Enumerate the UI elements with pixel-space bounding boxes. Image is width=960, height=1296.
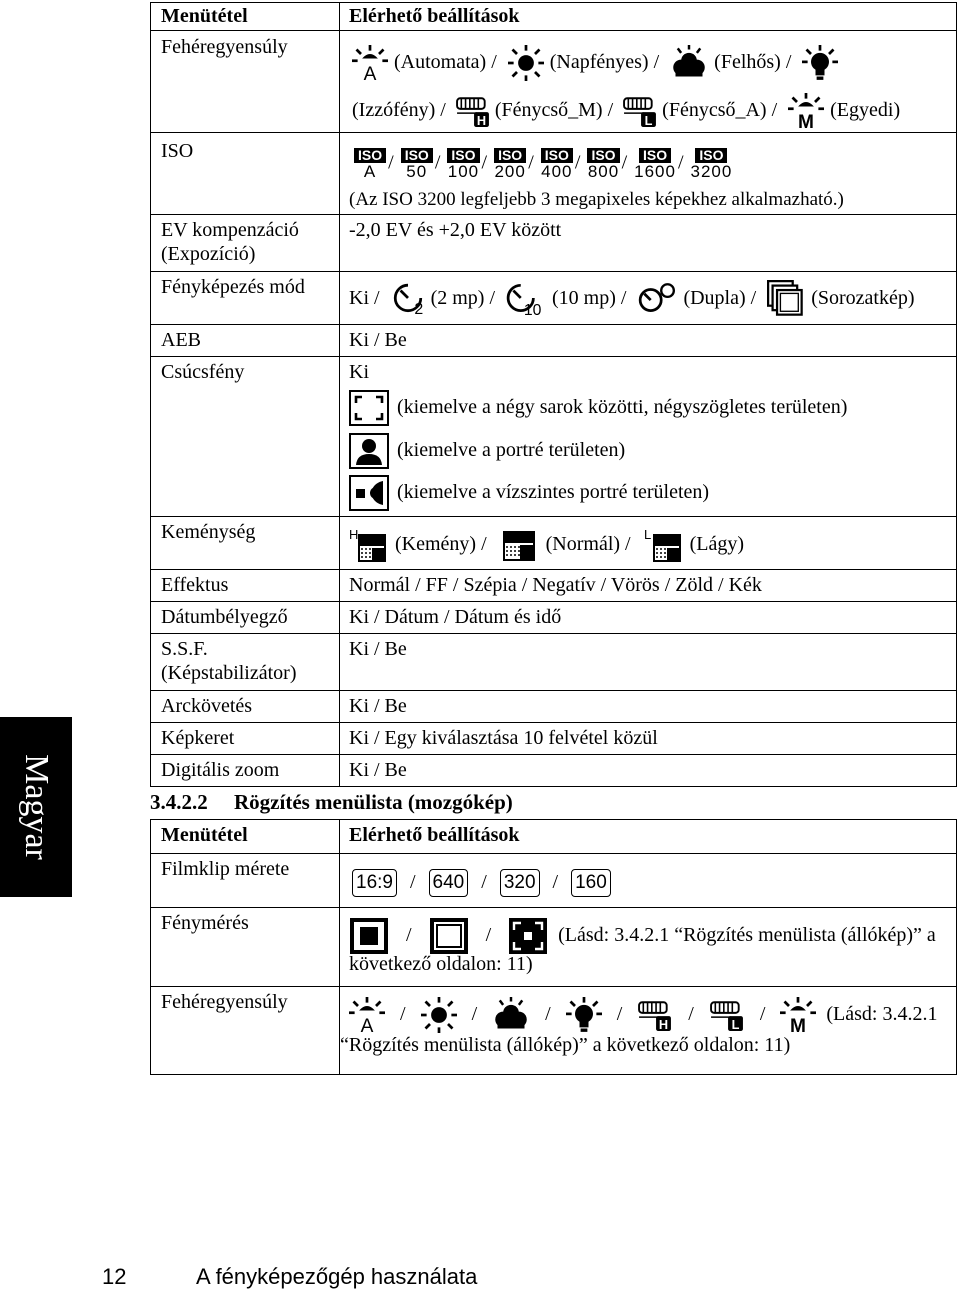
wb-sunny-icon (421, 997, 457, 1033)
highlight-rectangle-icon (349, 390, 389, 426)
frame-value: Ki / Egy kiválasztása 10 felvétel közül (349, 727, 658, 749)
table-row-metering: Fénymérés / / (Lásd: 3.4.2.1 “Rögzítés menülista (állókép)” a következő oldalon: 11) (151, 908, 957, 987)
row-label: Arckövetés (161, 695, 253, 717)
page-number: 12 (102, 1264, 127, 1289)
still-image-menu-table (150, 2, 957, 787)
face-tracking-value: Ki / Be (349, 695, 407, 717)
size-160-icon: 160 (571, 869, 611, 897)
highlight-landscape-portrait-icon (349, 475, 389, 511)
row-label: Fénymérés (161, 912, 249, 934)
size-16-9-icon: 16:9 (352, 869, 397, 897)
row-label: S.S.F. (161, 638, 208, 660)
svg-text:A: A (360, 1016, 374, 1034)
table-row-face-tracking (151, 691, 957, 723)
iso-400-icon: ISO 400 (541, 147, 573, 181)
iso-note: (Az ISO 3200 legfeljebb 3 megapixeles képekhez alkalmazható.) (349, 189, 844, 210)
svg-text:L: L (644, 113, 653, 129)
wb-cloudy-icon (492, 997, 530, 1033)
movie-menu-table (150, 819, 957, 1075)
self-timer-2s-icon (391, 282, 425, 316)
row-label: Effektus (161, 574, 229, 596)
date-stamp-value: Ki / Dátum / Dátum és idő (349, 606, 562, 628)
row-label: Fehéregyensúly (161, 36, 288, 58)
table-row-aeb (151, 325, 957, 357)
table-row-date-stamp (151, 602, 957, 634)
highlight-portrait-icon (349, 433, 389, 469)
table-row-highlight: Csúcsfény Ki (kiemelve a négy sarok közötti, négyszögletes területen) (kiemelve a portré területen) (kiemelve a vízszintes portré területen) (151, 357, 957, 517)
svg-text:10: 10 (523, 302, 542, 317)
table-row-iso (151, 133, 957, 215)
svg-text:A: A (363, 64, 377, 82)
wb-sunny-icon (508, 45, 544, 81)
iso-100-icon: ISO 100 (447, 147, 480, 181)
row-label: Képkeret (161, 727, 235, 749)
double-timer-icon (637, 282, 677, 316)
size-640-icon: 640 (429, 869, 469, 897)
iso-auto-icon: ISO A (354, 148, 386, 180)
table-row-ssf: S.S.F. (Képstabilizátor) Ki / Be (151, 634, 957, 691)
iso-3200-icon: ISO 3200 (690, 147, 733, 181)
table-row-movie-white-balance: Fehéregyensúly A / / / / H / L / M (Lásd: 3.4.2.1 “Rögzítés menülista (állókép)” a következő oldalon: 11) (151, 987, 957, 1075)
row-label: EV kompenzáció (161, 219, 299, 241)
row-label: Dátumbélyegző (161, 606, 288, 628)
wb-custom-icon (780, 997, 816, 1033)
table-row-digital-zoom (151, 755, 957, 787)
svg-text:H: H (659, 1017, 669, 1033)
sharpness-normal-icon (500, 527, 538, 563)
metering-spot-icon (508, 917, 548, 955)
svg-text:L: L (643, 527, 651, 543)
table-row-white-balance: Fehéregyensúly A (Automata) / (Napfényes) / (Felhős) / (Izzófény) / H (Fénycső_M) / L (Fénycső_A) / M (Egyedi) (151, 31, 957, 133)
table-row-sharpness: Keménység H (Kemény) / (Normál) / L (Lágy) (151, 517, 957, 570)
self-timer-10s-icon (506, 282, 546, 316)
metering-average-icon (429, 917, 469, 955)
menu-item-header: Menütétel (161, 5, 248, 27)
svg-text:2: 2 (413, 301, 423, 317)
wb-auto-icon (349, 997, 385, 1033)
language-label: Magyar (18, 754, 55, 860)
wb-fluorescent-a-icon (709, 998, 745, 1032)
available-settings-header: Elérhető beállítások (349, 5, 520, 27)
wb-fluorescent-a-icon (622, 94, 658, 128)
wb-auto-icon (352, 45, 388, 81)
row-label: Digitális zoom (161, 759, 280, 781)
row-label: Keménység (161, 521, 256, 543)
size-320-icon: 320 (500, 869, 540, 897)
svg-text:H: H (349, 527, 359, 543)
row-label: Fényképezés mód (161, 276, 305, 298)
wb-fluorescent-m-icon (637, 998, 673, 1032)
table-header-row (151, 820, 957, 854)
svg-text:M: M (790, 1016, 807, 1034)
language-side-tab (0, 717, 72, 897)
wb-bulb-icon (802, 45, 838, 81)
table-row-frame (151, 723, 957, 755)
svg-text:L: L (731, 1017, 740, 1033)
ssf-value: Ki / Be (349, 638, 407, 660)
aeb-value: Ki / Be (349, 329, 407, 351)
menu-item-header: Menütétel (161, 824, 248, 846)
effect-value: Normál / FF / Szépia / Negatív / Vörös / Zöld / Kék (349, 574, 762, 596)
row-label: Fehéregyensúly (161, 991, 288, 1013)
svg-text:H: H (476, 113, 486, 129)
table-row-effect (151, 570, 957, 602)
iso-options: ISO A / ISO 50 / ISO 100 / ISO 200 / ISO 400 / ISO 800 / ISO 1600 / ISO 3200 (352, 148, 734, 180)
wb-fluorescent-m-icon (455, 94, 491, 128)
available-settings-header: Elérhető beállítások (349, 824, 520, 846)
iso-800-icon: ISO 800 (587, 147, 620, 181)
row-label: AEB (161, 329, 201, 351)
iso-50-icon: ISO 50 (401, 148, 433, 180)
table-header-row (151, 3, 957, 31)
svg-text:M: M (798, 112, 815, 130)
sharpness-hard-icon (349, 527, 387, 563)
table-row-ev: EV kompenzáció (Expozíció) -2,0 EV és +2,0 EV között (151, 215, 957, 272)
row-label: ISO (161, 140, 194, 162)
metering-center-icon (349, 917, 389, 955)
row-label: Filmklip mérete (161, 858, 290, 880)
iso-200-icon: ISO 200 (494, 147, 526, 181)
table-row-movie-size: Filmklip mérete 16:9 / 640 / 320 / 160 (151, 854, 957, 908)
row-label: Csúcsfény (161, 361, 245, 383)
wb-bulb-icon (566, 997, 602, 1033)
footer-title: A fényképezőgép használata (196, 1264, 478, 1289)
table-row-shooting-mode: Fényképezés mód Ki / 2 (2 mp) / 10 (10 mp) / (Dupla) / (Sorozatkép) (151, 272, 957, 325)
sharpness-soft-icon (644, 527, 682, 563)
wb-custom-icon (788, 93, 824, 129)
wb-cloudy-icon (670, 45, 708, 81)
section-title: 3.4.2.2 Rögzítés menülista (mozgókép) (150, 790, 513, 814)
burst-icon (767, 280, 805, 318)
ev-value: -2,0 EV és +2,0 EV között (349, 219, 562, 241)
digital-zoom-value: Ki / Be (349, 759, 407, 781)
iso-1600-icon: ISO 1600 (634, 147, 676, 181)
